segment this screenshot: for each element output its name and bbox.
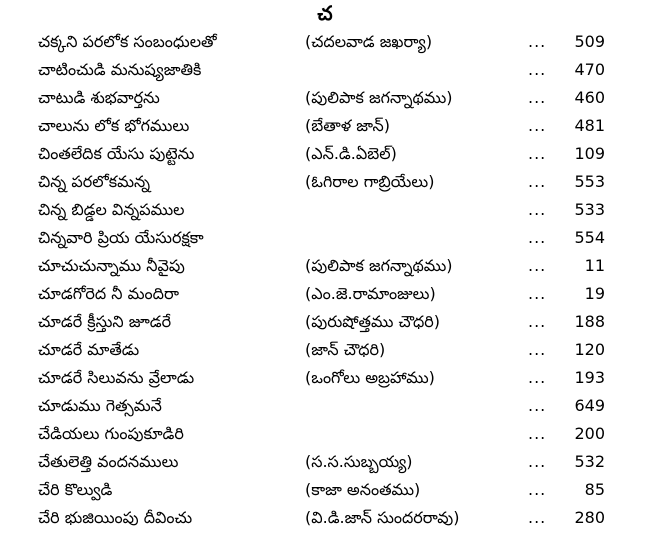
- page-number: 193: [574, 368, 605, 387]
- leader-dots: ...: [528, 452, 547, 471]
- index-entry: [0, 504, 649, 532]
- index-entry: [0, 168, 649, 196]
- song-author: (పులిపాక జగన్నాథము): [305, 88, 453, 107]
- song-title: చాటుడి శుభవార్తను: [38, 88, 160, 107]
- index-entry: [0, 448, 649, 476]
- leader-dots: ...: [528, 32, 547, 51]
- leader-dots: ...: [528, 116, 547, 135]
- leader-dots: ...: [528, 368, 547, 387]
- page-number: 19: [584, 284, 605, 303]
- song-title: చింతలేదిక యేసు పుట్టెను: [38, 144, 195, 163]
- index-entry: [0, 224, 649, 252]
- index-entry: [0, 392, 649, 420]
- index-entry: [0, 476, 649, 504]
- index-entry: [0, 364, 649, 392]
- page-number: 11: [584, 256, 605, 275]
- leader-dots: ...: [528, 424, 547, 443]
- index-entry: [0, 280, 649, 308]
- page-number: 554: [574, 228, 605, 247]
- song-author: (చదలవాడ జఖర్యా): [305, 32, 433, 51]
- song-author: (కాజా అనంతము): [305, 480, 421, 499]
- song-title: చిన్నవారి ప్రియ యేసురక్షకా: [38, 228, 204, 247]
- page-number: 200: [574, 424, 605, 443]
- song-author: (బేతాళ జాన్): [305, 116, 390, 135]
- leader-dots: ...: [528, 88, 547, 107]
- leader-dots: ...: [528, 172, 547, 191]
- song-title: చిన్న పరలోకమన్న: [38, 172, 150, 191]
- song-title: చూడగోరెద నీ మందిరా: [38, 284, 179, 303]
- leader-dots: ...: [528, 312, 547, 331]
- index-entry: [0, 112, 649, 140]
- song-author: (పురుషోత్తము చౌధరి): [305, 312, 441, 331]
- song-title: చిన్న బిడ్డల విన్నపముల: [38, 200, 185, 219]
- song-title: చూడరే మాతేడు: [38, 340, 140, 359]
- leader-dots: ...: [528, 200, 547, 219]
- song-title: చాలును లోక భోగములు: [38, 116, 190, 135]
- song-title: చూడరే సిలువను వ్రేలాడు: [38, 368, 195, 387]
- page-number: 460: [574, 88, 605, 107]
- page-number: 120: [574, 340, 605, 359]
- song-title: చాటించుడి మనుష్యజాతికి: [38, 60, 202, 79]
- page-number: 533: [574, 200, 605, 219]
- leader-dots: ...: [528, 396, 547, 415]
- page-number: 509: [574, 32, 605, 51]
- leader-dots: ...: [528, 228, 547, 247]
- index-entry: [0, 336, 649, 364]
- song-author: (పులిపాక జగన్నాథము): [305, 256, 453, 275]
- song-author: (ఒంగోలు అబ్రహాము): [305, 368, 435, 387]
- song-title: చక్కని పరలోక సంబంధులతో: [38, 32, 217, 51]
- song-title: చేతులెత్తి వందనములు: [38, 452, 179, 471]
- page-number: 188: [574, 312, 605, 331]
- song-index-list: [0, 28, 649, 532]
- leader-dots: ...: [528, 284, 547, 303]
- leader-dots: ...: [528, 480, 547, 499]
- song-author: (స.స.సుబ్బయ్య): [305, 452, 413, 471]
- song-title: చేడియలు గుంపుకూడిరి: [38, 424, 184, 443]
- song-title: చూడుము గెత్సమనే: [38, 396, 162, 415]
- song-title: చేరి కొల్వుడి: [38, 480, 113, 499]
- section-letter-heading: చ: [317, 1, 333, 25]
- page-number: 649: [574, 396, 605, 415]
- leader-dots: ...: [528, 340, 547, 359]
- song-author: (జాన్ చౌధరి): [305, 340, 386, 359]
- index-entry: [0, 196, 649, 224]
- song-title: చూడరే క్రీస్తుని జూడరే: [38, 312, 172, 331]
- index-entry: [0, 252, 649, 280]
- index-entry: [0, 56, 649, 84]
- page-number: 481: [574, 116, 605, 135]
- index-entry: [0, 140, 649, 168]
- index-entry: [0, 84, 649, 112]
- song-author: (ఓగిరాల గాబ్రియేలు): [305, 172, 435, 191]
- leader-dots: ...: [528, 144, 547, 163]
- page-number: 470: [574, 60, 605, 79]
- song-author: (వి.డి.జాన్ సుందరరావు): [305, 508, 460, 527]
- page-number: 553: [574, 172, 605, 191]
- song-author: (ఎం.జె.రామాంజులు): [305, 284, 436, 303]
- page-number: 280: [574, 508, 605, 527]
- page-number: 532: [574, 452, 605, 471]
- leader-dots: ...: [528, 60, 547, 79]
- page-number: 85: [584, 480, 605, 499]
- page-number: 109: [574, 144, 605, 163]
- index-entry: [0, 420, 649, 448]
- index-entry: [0, 308, 649, 336]
- song-title: చేరి భుజియింపు దీవించు: [38, 508, 193, 527]
- index-entry: [0, 28, 649, 56]
- leader-dots: ...: [528, 508, 547, 527]
- song-author: (ఎన్.డి.ఏబెల్): [305, 144, 397, 163]
- song-title: చూచుచున్నాము నీవైపు: [38, 256, 185, 275]
- leader-dots: ...: [528, 256, 547, 275]
